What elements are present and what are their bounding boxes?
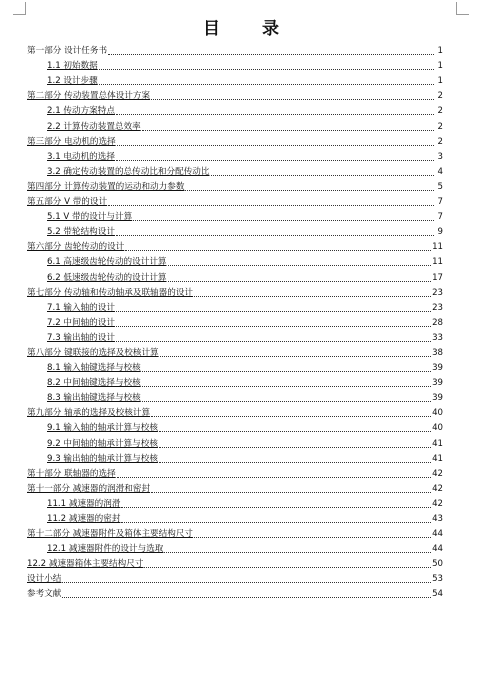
toc-entry[interactable]: [27, 585, 443, 600]
toc-dot-leader: [133, 220, 434, 221]
toc-entry[interactable]: [27, 223, 443, 238]
toc-dot-leader: [168, 281, 432, 282]
toc-entry[interactable]: [27, 359, 443, 374]
toc-entry-label: 2.2 计算传动装置总效率: [47, 121, 141, 132]
toc-entry-page-number: 54: [432, 589, 443, 600]
toc-entry-page-number: 3: [437, 151, 443, 162]
toc-dot-leader: [121, 507, 431, 508]
toc-entry[interactable]: [27, 480, 443, 495]
toc-entry-label: 11.2 减速器的密封: [47, 514, 121, 524]
toc-entry-page-number: 2: [437, 91, 443, 102]
toc-entry-page-number: 2: [437, 121, 443, 132]
table-of-contents: [27, 42, 443, 600]
toc-dot-leader: [116, 326, 431, 327]
toc-entry-label: 9.2 中间轴的轴承计算与校核: [47, 438, 158, 449]
toc-entry-label: 第九部分 轴承的选择及校核计算: [27, 408, 151, 419]
toc-entry[interactable]: [27, 102, 443, 117]
toc-entry-label: 第二部分 传动装置总体设计方案: [27, 91, 151, 102]
toc-entry[interactable]: [27, 555, 443, 570]
toc-entry[interactable]: [27, 465, 443, 480]
toc-entry-label: 5.1 V 带的设计与计算: [47, 212, 133, 223]
toc-entry-label: 1.1 初始数据: [47, 61, 98, 72]
toc-entry-page-number: 42: [432, 483, 443, 494]
toc-dot-leader: [62, 582, 431, 583]
toc-entry-page-number: 43: [432, 514, 443, 524]
toc-entry-page-number: 41: [432, 438, 443, 449]
toc-entry[interactable]: [27, 193, 443, 208]
toc-entry[interactable]: [27, 540, 443, 555]
toc-entry-label: 第三部分 电动机的选择: [27, 136, 116, 147]
toc-entry-page-number: 40: [432, 408, 443, 419]
toc-entry-page-number: 1: [437, 61, 443, 72]
toc-dot-leader: [142, 401, 431, 402]
toc-entry-page-number: 28: [432, 317, 443, 328]
toc-entry-label: 6.1 高速级齿轮传动的设计计算: [47, 257, 167, 268]
toc-entry-page-number: 23: [432, 287, 443, 298]
toc-dot-leader: [125, 250, 431, 251]
toc-dot-leader: [159, 447, 431, 448]
toc-entry[interactable]: [27, 163, 443, 178]
toc-dot-leader: [194, 537, 431, 538]
toc-entry-label: 8.1 输入轴键选择与校核: [47, 363, 141, 374]
toc-entry[interactable]: [27, 344, 443, 359]
toc-entry-label: 6.2 低速级齿轮传动的设计计算: [47, 272, 167, 283]
toc-entry-label: 7.1 输入轴的设计: [47, 302, 115, 313]
toc-entry-page-number: 2: [437, 106, 443, 117]
toc-entry[interactable]: [27, 268, 443, 283]
toc-entry[interactable]: [27, 419, 443, 434]
toc-entry-label: 9.3 输出轴的轴承计算与校核: [47, 453, 158, 464]
toc-entry[interactable]: [27, 57, 443, 72]
toc-dot-leader: [121, 522, 431, 523]
toc-entry-label: 3.1 电动机的选择: [47, 151, 115, 162]
toc-entry-page-number: 39: [432, 363, 443, 374]
toc-entry-label: 12.1 减速器附件的设计与选取: [47, 544, 164, 555]
toc-entry-page-number: 5: [437, 181, 443, 192]
toc-entry-page-number: 50: [432, 559, 443, 570]
toc-entry-page-number: 11: [432, 242, 443, 253]
toc-entry[interactable]: [27, 208, 443, 223]
toc-dot-leader: [142, 386, 431, 387]
toc-entry-label: 8.2 中间轴键选择与校核: [47, 378, 141, 389]
toc-dot-leader: [160, 356, 431, 357]
toc-dot-leader: [62, 597, 431, 598]
toc-entry-page-number: 9: [437, 227, 443, 238]
page-title: 目 录: [203, 19, 297, 39]
toc-entry[interactable]: [27, 404, 443, 419]
toc-dot-leader: [151, 99, 434, 100]
toc-entry-page-number: 7: [437, 197, 443, 208]
toc-entry-page-number: 1: [437, 76, 443, 87]
toc-dot-leader: [194, 296, 431, 297]
toc-entry-page-number: 42: [432, 498, 443, 509]
toc-entry-label: 第七部分 传动轴和传动轴承及联轴器的设计: [27, 287, 194, 298]
toc-entry[interactable]: [27, 389, 443, 404]
toc-dot-leader: [117, 477, 431, 478]
toc-dot-leader: [116, 160, 434, 161]
toc-entry-label: 8.3 输出轴键选择与校核: [47, 393, 141, 404]
toc-entry[interactable]: [27, 117, 443, 132]
toc-entry-label: 参考文献: [27, 589, 62, 600]
toc-entry[interactable]: [27, 178, 443, 193]
toc-dot-leader: [108, 54, 434, 55]
toc-entry[interactable]: [27, 570, 443, 585]
toc-entry-page-number: 1: [437, 46, 443, 57]
toc-entry-label: 第十二部分 减速器附件及箱体主要结构尺寸: [27, 529, 194, 540]
toc-entry-page-number: 17: [432, 272, 443, 283]
toc-dot-leader: [159, 431, 431, 432]
toc-entry-label: 第六部分 齿轮传动的设计: [27, 242, 125, 253]
toc-entry-page-number: 11: [432, 257, 443, 268]
toc-dot-leader: [168, 265, 432, 266]
toc-entry-label: 第八部分 键联接的选择及校核计算: [27, 347, 159, 358]
toc-entry-label: 5.2 带轮结构设计: [47, 227, 115, 238]
toc-entry-page-number: 44: [432, 544, 443, 555]
toc-dot-leader: [164, 552, 431, 553]
toc-entry[interactable]: [27, 253, 443, 268]
toc-entry-label: 12.2 减速器箱体主要结构尺寸: [27, 559, 144, 570]
toc-entry-page-number: 40: [432, 423, 443, 434]
toc-entry[interactable]: [27, 314, 443, 329]
toc-dot-leader: [99, 84, 434, 85]
toc-entry-label: 第十一部分 减速器的润滑和密封: [27, 483, 151, 494]
toc-entry-page-number: 42: [432, 468, 443, 479]
toc-entry-page-number: 23: [432, 302, 443, 313]
toc-entry-page-number: 44: [432, 529, 443, 540]
toc-dot-leader: [116, 114, 434, 115]
toc-entry[interactable]: [27, 495, 443, 510]
toc-dot-leader: [151, 416, 431, 417]
toc-entry[interactable]: [27, 510, 443, 525]
toc-entry-page-number: 41: [432, 453, 443, 464]
toc-entry[interactable]: [27, 525, 443, 540]
toc-entry[interactable]: [27, 450, 443, 465]
toc-entry[interactable]: [27, 238, 443, 253]
toc-entry-page-number: 53: [432, 574, 443, 585]
toc-entry-label: 7.2 中间轴的设计: [47, 317, 115, 328]
toc-dot-leader: [144, 567, 431, 568]
toc-dot-leader: [116, 235, 434, 236]
toc-entry[interactable]: [27, 72, 443, 87]
toc-entry-page-number: 33: [432, 332, 443, 343]
toc-entry[interactable]: [27, 42, 443, 57]
toc-dot-leader: [116, 311, 431, 312]
toc-dot-leader: [142, 130, 434, 131]
toc-entry-label: 设计小结: [27, 574, 62, 585]
toc-entry-label: 3.2 确定传动装置的总传动比和分配传动比: [47, 166, 210, 177]
toc-entry-page-number: 2: [437, 136, 443, 147]
toc-entry-label: 1.2 设计步骤: [47, 76, 98, 87]
toc-entry-label: 9.1 输入轴的轴承计算与校核: [47, 423, 158, 434]
toc-entry-page-number: 39: [432, 393, 443, 404]
toc-dot-leader: [117, 145, 434, 146]
toc-entry[interactable]: [27, 133, 443, 148]
toc-entry[interactable]: [27, 148, 443, 163]
toc-entry[interactable]: [27, 329, 443, 344]
toc-dot-leader: [185, 190, 434, 191]
toc-entry-page-number: 38: [432, 347, 443, 358]
toc-entry-label: 2.1 传动方案特点: [47, 106, 115, 117]
toc-dot-leader: [159, 462, 431, 463]
toc-entry-label: 第一部分 设计任务书: [27, 46, 108, 57]
toc-entry-page-number: 7: [437, 212, 443, 223]
toc-entry-label: 第五部分 V 带的设计: [27, 197, 108, 208]
toc-dot-leader: [108, 205, 434, 206]
toc-entry[interactable]: [27, 299, 443, 314]
toc-entry-label: 7.3 输出轴的设计: [47, 332, 115, 343]
toc-dot-leader: [142, 371, 431, 372]
toc-entry-label: 第十部分 联轴器的选择: [27, 468, 116, 479]
toc-entry[interactable]: [27, 374, 443, 389]
toc-entry-label: 11.1 减速器的润滑: [47, 498, 121, 509]
toc-entry-label: 第四部分 计算传动装置的运动和动力参数: [27, 181, 185, 192]
toc-entry[interactable]: [27, 87, 443, 102]
toc-entry[interactable]: [27, 434, 443, 449]
toc-dot-leader: [116, 341, 431, 342]
toc-dot-leader: [211, 175, 435, 176]
toc-entry-page-number: 4: [437, 166, 443, 177]
toc-entry-page-number: 39: [432, 378, 443, 389]
toc-dot-leader: [151, 492, 431, 493]
toc-entry[interactable]: [27, 284, 443, 299]
toc-dot-leader: [99, 69, 434, 70]
